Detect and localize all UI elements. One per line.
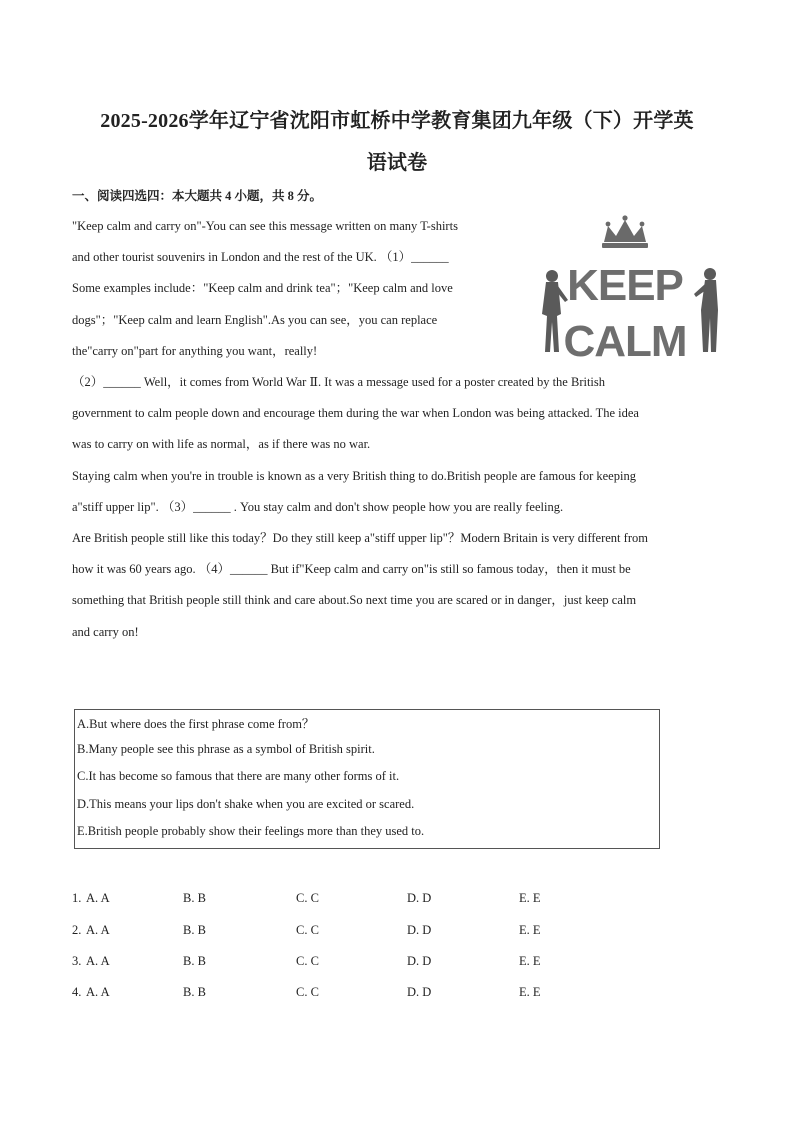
question-number: 2. xyxy=(72,923,82,937)
option-c: C.It has become so famous that there are many other forms of it. xyxy=(77,769,400,783)
question-number: 3. xyxy=(72,954,82,968)
choice-e[interactable]: E. E xyxy=(519,954,541,968)
choice-a[interactable]: A. A xyxy=(86,954,110,968)
choice-b[interactable]: B. B xyxy=(183,923,206,937)
choice-d[interactable]: D. D xyxy=(407,923,432,937)
choice-d[interactable]: D. D xyxy=(407,985,432,999)
question-number: 4. xyxy=(72,985,82,999)
passage-line: "Keep calm and carry on"-You can see this message written on many T-shirts xyxy=(72,219,458,233)
passage-line: government to calm people down and encourage them during the war when London was being attacked. The idea xyxy=(72,406,639,420)
logo-word-keep: KEEP xyxy=(567,261,683,310)
passage-line: and other tourist souvenirs in London and the rest of the UK. （1）______ xyxy=(72,250,449,264)
choice-e[interactable]: E. E xyxy=(519,985,541,999)
passage-line: and carry on! xyxy=(72,625,139,639)
choice-e[interactable]: E. E xyxy=(519,891,541,905)
choice-a[interactable]: A. A xyxy=(86,923,110,937)
passage-line: （2）______ Well，it comes from World War Ⅱ. It was a message used for a poster created by the British xyxy=(72,375,606,389)
passage-line: Some examples include："Keep calm and drink tea"；"Keep calm and love xyxy=(72,281,453,295)
choice-a[interactable]: A. A xyxy=(86,985,110,999)
woman-right-silhouette xyxy=(694,268,718,352)
passage-line: a"stiff upper lip". （3）______ . You stay calm and don't show people how you are really feeling. xyxy=(72,500,564,514)
choice-e[interactable]: E. E xyxy=(519,923,541,937)
passage-line: the"carry on"part for anything you want，really! xyxy=(72,344,318,358)
choice-c[interactable]: C. C xyxy=(296,954,319,968)
section-heading: 一、阅读四选四：本大题共 4 小题，共 8 分。 xyxy=(72,189,323,203)
keep-calm-logo-image xyxy=(528,214,728,364)
choice-a[interactable]: A. A xyxy=(86,891,110,905)
option-a: A.But where does the first phrase come from？ xyxy=(77,717,315,731)
passage-line: was to carry on with life as normal，as if there was no war. xyxy=(72,437,371,451)
options-box xyxy=(74,709,660,849)
choice-d[interactable]: D. D xyxy=(407,954,432,968)
question-number: 1. xyxy=(72,891,82,905)
option-d: D.This means your lips don't shake when you are excited or scared. xyxy=(77,797,415,811)
crown-icon xyxy=(602,215,648,248)
choice-c[interactable]: C. C xyxy=(296,891,319,905)
choice-c[interactable]: C. C xyxy=(296,985,319,999)
option-e: E.British people probably show their feelings more than they used to. xyxy=(77,824,425,838)
choice-b[interactable]: B. B xyxy=(183,954,206,968)
choice-b[interactable]: B. B xyxy=(183,891,206,905)
logo-word-calm: CALM xyxy=(563,317,687,364)
passage-line: something that British people still think and care about.So next time you are scared or in danger，just keep calm xyxy=(72,593,637,607)
passage-line: how it was 60 years ago. （4）______ But if"Keep calm and carry on"is still so famous today，then it must be xyxy=(72,562,631,576)
passage-line: Staying calm when you're in trouble is known as a very British thing to do.British people are famous for keeping xyxy=(72,469,636,483)
choice-d[interactable]: D. D xyxy=(407,891,432,905)
option-b: B.Many people see this phrase as a symbol of British spirit. xyxy=(77,742,375,756)
passage-line: Are British people still like this today？Do they still keep a"stiff upper lip"？Modern Britain is very different from xyxy=(72,531,648,545)
exam-title-line1: 2025-2026学年辽宁省沈阳市虹桥中学教育集团九年级（下）开学英 xyxy=(100,110,694,132)
choice-b[interactable]: B. B xyxy=(183,985,206,999)
choice-c[interactable]: C. C xyxy=(296,923,319,937)
exam-title-line2: 语试卷 xyxy=(366,152,428,174)
passage-line: dogs"；"Keep calm and learn English".As you can see，you can replace xyxy=(72,313,438,327)
